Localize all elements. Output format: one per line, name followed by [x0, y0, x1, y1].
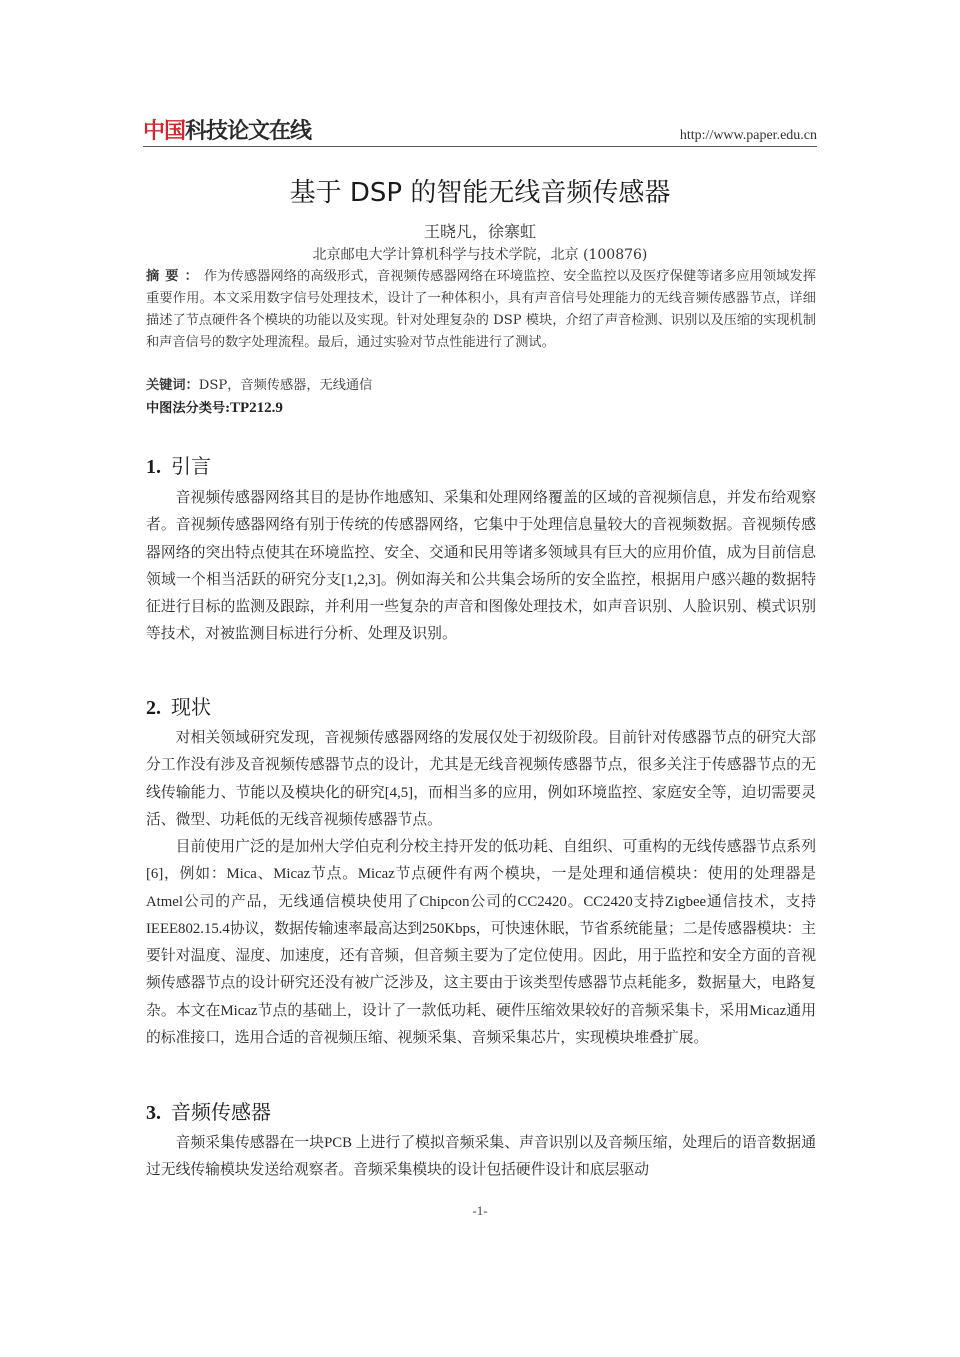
abstract-label: 摘要：: [146, 269, 204, 284]
section-title: 现状: [171, 695, 211, 719]
section-number: 1.: [146, 456, 161, 478]
paper-authors: 王晓凡，徐寨虹: [423, 222, 536, 241]
keywords-label: 关键词：: [146, 378, 199, 393]
section-3-paragraph-1: 音频采集传感器在一块PCB 上进行了模拟音频采集、声音识别以及音频压缩，处理后的语音数据通过无线传输模块发送给观察者。音频采集模块的设计包括硬件设计和底层驱动: [146, 1135, 816, 1179]
classification-code: TP212.9: [230, 400, 283, 416]
journal-header: [143, 112, 817, 147]
abstract: [146, 266, 816, 354]
paper-title: 基于 DSP 的智能无线音频传感器: [289, 178, 671, 208]
logo-text-dark: 科技论文在线: [185, 119, 312, 144]
section-heading-3: [146, 1096, 271, 1125]
logo-text-red: 中国: [143, 119, 186, 144]
section-2-paragraph-2: 目前使用广泛的是加州大学伯克利分校主持开发的低功耗、自组织、可重构的无线传感器节点系列[6]，例如：Mica、Micaz节点。Micaz节点硬件有两个模块，一是处理和通信模块：使用的处理器是Atmel公司的产品，无线通信模块使用了Chipcon公司的CC2420。CC2420支持Zigbee通信技术，支持IEEE802.15.4协议，数据传输速率最高达到250Kbps，可快速休眠，节省系统能量；二是传感器模块：主要针对温度、湿度、加速度，还有音频，但音频主要为了定位使用。因此，用于监控和安全方面的音视频传感器节点的设计研究还没有被广泛涉及，这主要由于该类型传感器节点耗能多，数据量大，电路复杂。本文在Micaz节点的基础上，设计了一款低功耗、硬件压缩效果较好的音频采集卡，采用Micaz通用的标准接口，选用合适的音视频压缩、视频采集、音频采集芯片，实现模块堆叠扩展。: [146, 839, 816, 1047]
classification: [146, 397, 816, 417]
section-title: 音频传感器: [171, 1100, 271, 1124]
section-number: 2.: [146, 697, 161, 719]
page-number: -1-: [472, 1203, 488, 1218]
section-2-paragraph-1: 对相关领域研究发现，音视频传感器网络的发展仅处于初级阶段。目前针对传感器节点的研究大部分工作没有涉及音视频传感器节点的设计，尤其是无线音视频传感器节点，很多关注于传感器节点的无线传输能力、节能以及模块化的研究[4,5]，而相当多的应用，例如环境监控、家庭安全等，迫切需要灵活、微型、功耗低的无线音视频传感器节点。: [146, 730, 816, 828]
keywords-text: DSP，音频传感器，无线通信: [198, 378, 373, 393]
section-number: 3.: [146, 1102, 161, 1124]
section-heading-2: [146, 691, 211, 720]
section-1-paragraph-1: 音视频传感器网络其目的是协作地感知、采集和处理网络覆盖的区域的音视频信息，并发布给观察者。音视频传感器网络有别于传统的传感器网络，它集中于处理信息量较大的音视频数据。音视频传感器网络的突出特点使其在环境监控、安全、交通和民用等诸多领域具有巨大的应用价值，成为目前信息领域一个相当活跃的研究分支[1,2,3]。例如海关和公共集会场所的安全监控，根据用户感兴趣的数据特征进行目标的监测及跟踪，并利用一些复杂的声音和图像处理技术，如声音识别、人脸识别、模式识别等技术，对被监测目标进行分析、处理及识别。: [146, 490, 816, 643]
keywords: [146, 374, 816, 393]
classification-label: 中图法分类号:: [146, 401, 230, 416]
abstract-text: 作为传感器网络的高级形式，音视频传感器网络在环境监控、安全监控以及医疗保健等诸多应用领域发挥重要作用。本文采用数字信号处理技术，设计了一种体积小，具有声音信号处理能力的无线音频传感器节点，详细描述了节点硬件各个模块的功能以及实现。针对处理复杂的 DSP 模块，介绍了声音检测、识别以及压缩的实现机制和声音信号的数字处理流程。最后，通过实验对节点性能进行了测试。: [146, 269, 817, 350]
section-title: 引言: [171, 454, 211, 478]
section-heading-1: [146, 450, 211, 479]
paper-affiliation: 北京邮电大学计算机科学与技术学院，北京 (100876): [312, 247, 648, 263]
journal-logo[interactable]: [143, 114, 311, 145]
journal-url[interactable]: http://www.paper.edu.cn: [679, 128, 817, 143]
